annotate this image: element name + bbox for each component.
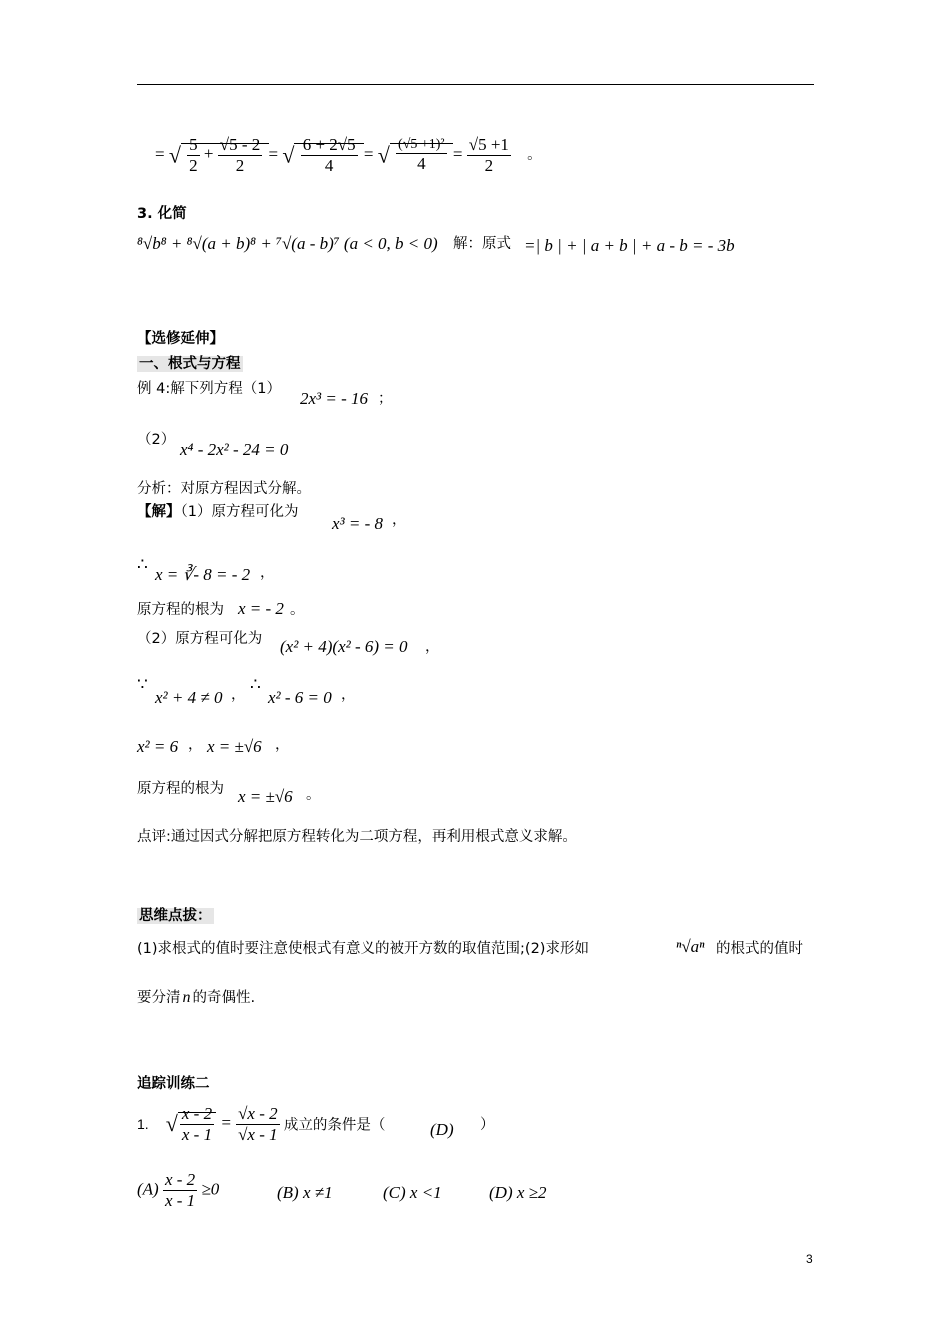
fraction-sqrt5-minus-2: $\frac{√5 - 2}{2}$	[219, 135, 261, 175]
item-3-expression: ⁸√b⁸ + ⁸√(a + b)⁸ + ⁷√(a - b)⁷ (a < 0, b < 0)	[137, 234, 438, 253]
therefore-symbol-2: ∴	[250, 675, 261, 694]
tip-formula: ⁿ√aⁿ	[676, 937, 705, 956]
question-1: 1. √ $\frac{x - 2}{x - 1}$ = $\frac{√x - 2}{√x - 1}$ 成立的条件是（	[137, 1104, 386, 1144]
option-d: (D) x ≥2	[489, 1183, 547, 1202]
comma-4: ，	[231, 687, 246, 703]
solution-1-equation: x³ = - 8	[332, 514, 384, 533]
item-3-solution: =| b | + | a + b | + a - b = - 3b	[524, 236, 735, 255]
item-3-solution-prefix: 解：原式	[453, 236, 511, 252]
x-cube-root-equation: x = ∛- 8 = - 2	[155, 565, 251, 584]
x-squared-equals-6: x² = 6	[137, 737, 179, 756]
comma-6: ，	[188, 737, 203, 753]
period-1: 。	[290, 602, 305, 618]
fraction-square: $\frac{\text{(√5 +1)²}}{4}$	[398, 137, 445, 173]
question-1-text: 成立的条件是（	[283, 1117, 386, 1134]
question-1-close: ）	[480, 1117, 495, 1133]
tip-title: 思维点拔：	[139, 908, 212, 924]
equals-sign: =	[155, 144, 165, 164]
example-4-part-2-label: （2）	[137, 432, 176, 448]
period-2: 。	[306, 787, 321, 803]
question-1-answer: (D)	[430, 1120, 454, 1139]
fraction-result: $\frac{√5 +1}{2}$	[468, 135, 509, 175]
equation-x2-minus-6: x² - 6 = 0	[268, 688, 332, 707]
tip-line-2: 要分清 n 的奇偶性.	[137, 989, 256, 1006]
comma-3: ，	[425, 639, 440, 655]
tip-line-1-end: 的根式的值时	[716, 941, 803, 957]
example-4-eq1-end: ；	[378, 391, 393, 407]
root-value-1: x = - 2	[238, 599, 284, 618]
practice-title: 追踪训练二	[137, 1076, 210, 1092]
root-text-2: 原方程的根为	[137, 781, 224, 797]
comma-5: ，	[341, 687, 356, 703]
item-3-label: 3. 化简	[137, 206, 187, 222]
section-title: 【选修延伸】	[137, 331, 224, 347]
root-value-2: x = ±√6	[238, 787, 293, 806]
question-1-number: 1.	[137, 1115, 149, 1132]
option-b: (B) x ≠1	[277, 1183, 333, 1202]
comma-7: ，	[275, 737, 290, 753]
x-plus-minus-sqrt6: x = ±√6	[207, 737, 262, 756]
comma-2: ，	[260, 565, 275, 581]
solution-line-1: 【解】（1）原方程可化为	[137, 504, 299, 520]
example-4-equation-2: x⁴ - 2x² - 24 = 0	[180, 440, 289, 459]
question-1-rhs-fraction: $\frac{√x - 2}{√x - 1}$	[238, 1104, 278, 1144]
page-number: 3	[806, 1252, 813, 1266]
top-rule	[137, 84, 814, 85]
comment-text: 点评:通过因式分解把原方程转化为二项方程，再利用根式意义求解。	[137, 829, 577, 845]
equation-line-1: = √ $\frac{5}{2}$ + $\frac{√5 - 2}{2}$ = √ $\frac{6 + 2√5}{4}$ = √ $\frac{\text{(√5 +1)²}}{4}$ = $\frac{√5 +1}{2}$ 。	[155, 135, 542, 175]
fraction-5-2: $\frac{5}{2}$	[189, 135, 198, 175]
inequality-x2-plus-4: x² + 4 ≠ 0	[155, 688, 223, 707]
tip-line-1: (1)求根式的值时要注意使根式有意义的被开方数的取值范围;(2)求形如	[137, 941, 589, 957]
example-4-intro: 例 4:解下列方程（1）	[137, 381, 281, 397]
comma-1: ，	[392, 512, 407, 528]
section-subtitle: 一、根式与方程	[139, 356, 241, 372]
root-text-1: 原方程的根为	[137, 602, 224, 618]
solution-2-text: （2）原方程可化为	[137, 631, 263, 647]
because-symbol: ∵	[137, 675, 148, 694]
option-a-fraction: $\frac{x - 2}{x - 1}$	[164, 1170, 196, 1210]
therefore-symbol: ∴	[137, 555, 148, 574]
solution-2-equation: (x² + 4)(x² - 6) = 0	[280, 637, 408, 656]
fraction-6-plus-2sqrt5: $\frac{6 + 2√5}{4}$	[302, 135, 356, 175]
analysis-text: 分析：对原方程因式分解。	[137, 481, 311, 497]
option-a: (A) $\frac{x - 2}{x - 1}$ ≥0	[137, 1170, 220, 1210]
question-1-lhs-fraction: $\frac{x - 2}{x - 1}$	[181, 1104, 213, 1144]
example-4-equation-1: 2x³ = - 16	[300, 389, 369, 408]
option-c: (C) x <1	[383, 1183, 442, 1202]
